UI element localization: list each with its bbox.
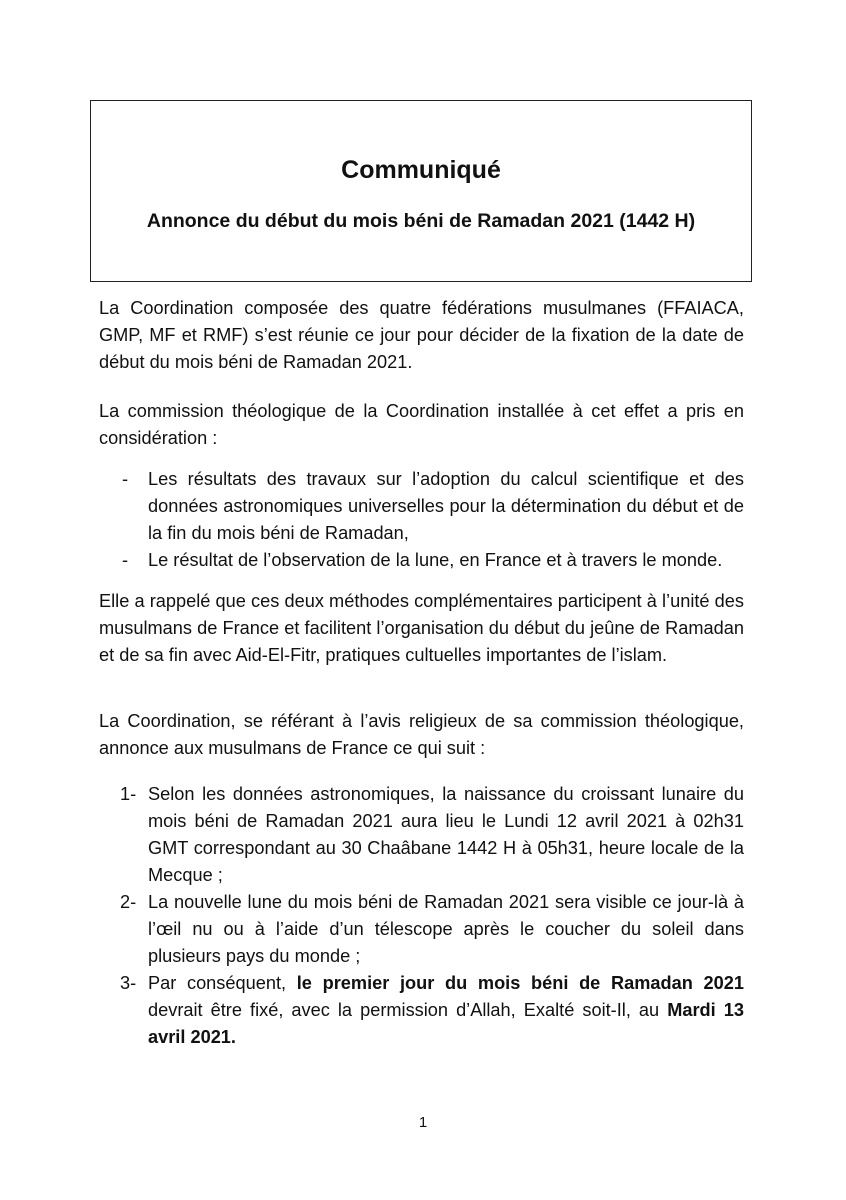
commission-paragraph: La commission théologique de la Coordination installée à cet effet a pris en considération : <box>99 401 744 448</box>
text-segment: devrait être fixé, avec la permission d’Allah, Exalté soit-Il, au <box>148 1000 660 1020</box>
document-title: Communiqué <box>341 156 501 184</box>
methods-paragraph: Elle a rappelé que ces deux méthodes complémentaires participent à l’unité des musulmans de France et facilitent l’organisation du début du jeûne de Ramadan et de sa fin avec Aid-El-Fitr, pratiques cultuelles importantes de l’islam. <box>99 591 744 665</box>
list-item-text <box>148 973 744 1047</box>
list-item-text: Les résultats des travaux sur l’adoption du calcul scientifique et des données astronomiques universelles pour la détermination du début et de la fin du mois béni de Ramadan, <box>148 469 744 543</box>
bold-segment: Mardi 13 avril 2021. <box>148 1000 744 1047</box>
page-number: 1 <box>418 1114 428 1131</box>
considerations-list <box>122 466 744 574</box>
list-item <box>122 970 744 1051</box>
list-item <box>122 781 744 889</box>
list-item <box>122 547 744 574</box>
list-marker: - <box>122 469 129 489</box>
bold-segment: le premier jour du mois béni de Ramadan 2021 <box>296 973 744 993</box>
list-item-text: La nouvelle lune du mois béni de Ramadan 2021 sera visible ce jour-là à l’œil nu ou à l’aide d’un télescope après le coucher du soleil dans plusieurs pays du monde ; <box>148 892 744 966</box>
list-marker: 1- <box>120 784 137 804</box>
title-box <box>90 100 752 282</box>
announcement-intro-paragraph: La Coordination, se référant à l’avis religieux de sa commission théologique, annonce aux musulmans de France ce qui suit : <box>99 711 744 758</box>
list-marker: - <box>122 550 129 570</box>
list-item-text: Selon les données astronomiques, la naissance du croissant lunaire du mois béni de Ramadan 2021 aura lieu le Lundi 12 avril 2021 à 02h31 GMT correspondant au 30 Chaâbane 1442 H à 05h31, heure locale de la Mecque ; <box>148 784 744 885</box>
announcements-list <box>122 781 744 1051</box>
list-marker: 2- <box>120 892 137 912</box>
text-segment: Par conséquent, <box>148 973 287 993</box>
document-subtitle: Annonce du début du mois béni de Ramadan 2021 (1442 H) <box>146 210 696 232</box>
list-item <box>122 889 744 970</box>
intro-paragraph: La Coordination composée des quatre fédérations musulmanes (FFAIACA, GMP, MF et RMF) s’est réunie ce jour pour décider de la fixation de la date de début du mois béni de Ramadan 2021. <box>99 298 744 372</box>
list-item <box>122 466 744 547</box>
list-marker: 3- <box>120 973 137 993</box>
list-item-text: Le résultat de l’observation de la lune, en France et à travers le monde. <box>148 550 723 570</box>
